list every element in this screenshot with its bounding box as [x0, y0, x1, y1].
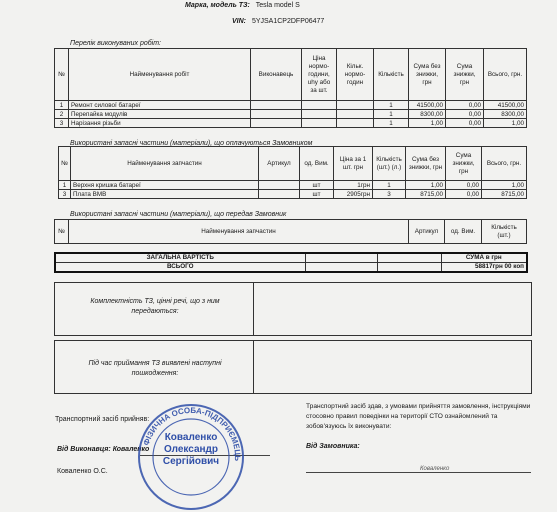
cell: Ремонт силової батареї	[69, 101, 251, 110]
cell: 0,00	[446, 119, 484, 128]
parts-col-unit: од. Вим.	[300, 147, 334, 181]
given-col-qty: Кількість (шт.)	[482, 220, 527, 244]
cell: 1,00	[409, 119, 446, 128]
total-table	[54, 252, 528, 273]
cell: 3	[55, 119, 69, 128]
cell: 8300,00	[409, 110, 446, 119]
brand-model-label: Марка, модель ТЗ:	[185, 2, 250, 9]
stamp-ring-text: ФІЗИЧНА ОСОБА-ПІДПРИЄМЕЦЬ	[141, 405, 243, 462]
completeness-label: Комплектність ТЗ, цінні речі, що з ним передаються:	[90, 298, 220, 315]
cell: 2	[55, 110, 69, 119]
parts-paid-table	[58, 146, 527, 199]
vin-line	[232, 18, 324, 25]
cell	[302, 101, 337, 110]
works-col-hour-price: Ціна нормо-години, uhy або за шт.	[302, 49, 337, 101]
parts-col-total: Всього, грн.	[482, 147, 527, 181]
parts-paid-header-row	[59, 147, 527, 181]
works-col-discount: Сума знижки, грн	[446, 49, 484, 101]
vin-value: 5YJSA1CP2DFP06477	[251, 18, 325, 25]
table-row	[55, 101, 527, 110]
parts-col-name: Найменування запчастин	[71, 147, 259, 181]
parts-col-sum: Сума без знижки, грн	[406, 147, 446, 181]
works-table	[54, 48, 527, 128]
parts-col-discount: Сума знижки, грн	[446, 147, 482, 181]
cell: шт	[300, 190, 334, 199]
works-title: Перелік виконуваних робіт:	[70, 40, 162, 47]
defects-label: Під час приймання ТЗ виявлені наступні пошкодження:	[88, 360, 222, 377]
completeness-box	[54, 282, 532, 336]
total-sum-value: 58817грн 00 коп	[441, 262, 527, 272]
cell: Плата BMB	[71, 190, 259, 199]
cell: 1	[374, 119, 409, 128]
cell	[377, 253, 441, 262]
total-row-2	[55, 262, 527, 272]
cell: Нарізання різьби	[69, 119, 251, 128]
stamp-line-2: Олександр	[163, 444, 219, 455]
cell: 1	[374, 110, 409, 119]
cell	[251, 119, 302, 128]
parts-given-header-row	[55, 220, 527, 244]
cell	[259, 181, 300, 190]
divider	[253, 283, 254, 335]
works-col-sum: Сума без знижки, грн	[409, 49, 446, 101]
works-col-hours: Кільк. нормо-годин	[337, 49, 374, 101]
vin-label: VIN:	[232, 18, 246, 25]
given-col-article: Артикул	[409, 220, 445, 244]
works-col-qty: Кількість	[374, 49, 409, 101]
parts-col-no: №	[59, 147, 71, 181]
cell: 0,00	[446, 110, 484, 119]
cell: 8300,00	[484, 110, 527, 119]
customer-signature: Коваленко	[420, 466, 450, 472]
total-row-1	[55, 253, 527, 262]
defects-box	[54, 340, 532, 394]
given-col-unit: од. Вим.	[445, 220, 482, 244]
cell: шт	[300, 181, 334, 190]
table-row	[55, 110, 527, 119]
cell	[302, 119, 337, 128]
customer-signature-line	[306, 472, 531, 473]
cell: 41500,00	[409, 101, 446, 110]
cell: 3	[59, 190, 71, 199]
works-header-row	[55, 49, 527, 101]
customer-note: Транспортний засіб здав, з умовами прийняття замовлення, інструкціями стосовно правил поведінки на території СТО ознайомлений та зобов'язуюсь їх виконувати:	[306, 403, 531, 430]
company-stamp-icon	[136, 402, 246, 512]
cell: 1,00	[406, 181, 446, 190]
cell	[337, 101, 374, 110]
cell: 1,00	[484, 119, 527, 128]
table-row	[55, 119, 527, 128]
works-col-name: Найменування робіт	[69, 49, 251, 101]
cell	[305, 262, 377, 272]
parts-given-title: Використані запасні частини (матеріали), що передав Замовник	[70, 211, 287, 218]
given-col-name: Найменування запчастин	[69, 220, 409, 244]
total-label-1: ЗАГАЛЬНА ВАРТІСТЬ	[55, 253, 305, 262]
table-row	[59, 181, 527, 190]
total-label-2: ВСЬОГО	[55, 262, 305, 272]
cell: 3	[373, 190, 406, 199]
table-row	[59, 190, 527, 199]
cell	[302, 110, 337, 119]
brand-model-line	[185, 2, 300, 9]
cell: 8715,00	[482, 190, 527, 199]
total-sum-label: СУМА в грн	[441, 253, 527, 262]
parts-col-article: Артикул	[259, 147, 300, 181]
stamp-line-1: Коваленко	[164, 432, 218, 443]
cell	[251, 110, 302, 119]
cell: 1	[55, 101, 69, 110]
cell: Перепайка модулів	[69, 110, 251, 119]
cell: 1	[374, 101, 409, 110]
cell: 2905грн	[334, 190, 373, 199]
cell: 41500,00	[484, 101, 527, 110]
cell	[377, 262, 441, 272]
from-customer-label: Від Замовника:	[306, 443, 360, 450]
divider	[253, 341, 254, 393]
cell: Верхня кришка батареї	[71, 181, 259, 190]
cell: 0,00	[446, 101, 484, 110]
cell: 0,00	[446, 190, 482, 199]
cell: 8715,00	[406, 190, 446, 199]
works-col-no: №	[55, 49, 69, 101]
brand-model-value: Tesla model S	[255, 2, 300, 9]
parts-col-qty: Кількість (шт.) (л.)	[373, 147, 406, 181]
parts-given-table	[54, 219, 527, 244]
cell: 1,00	[482, 181, 527, 190]
cell: 1	[59, 181, 71, 190]
parts-paid-title: Використані запасні частини (матеріали), що оплачуються Замовником	[70, 140, 313, 147]
cell	[259, 190, 300, 199]
cell	[337, 110, 374, 119]
cell: 1	[373, 181, 406, 190]
parts-col-price: Ціна за 1 шт. грн	[334, 147, 373, 181]
vehicle-accepted-label: Транспортний засіб прийняв:	[55, 416, 150, 423]
cell: 1грн	[334, 181, 373, 190]
cell: 0,00	[446, 181, 482, 190]
works-col-total: Всього, грн.	[484, 49, 527, 101]
from-executor-label: Від Виконавця: Коваленко	[57, 446, 150, 453]
cell	[251, 101, 302, 110]
executor-name: Коваленко О.С.	[57, 468, 108, 475]
cell	[305, 253, 377, 262]
given-col-no: №	[55, 220, 69, 244]
works-col-executor: Виконавець	[251, 49, 302, 101]
stamp-line-3: Сергійович	[162, 456, 220, 467]
cell	[337, 119, 374, 128]
